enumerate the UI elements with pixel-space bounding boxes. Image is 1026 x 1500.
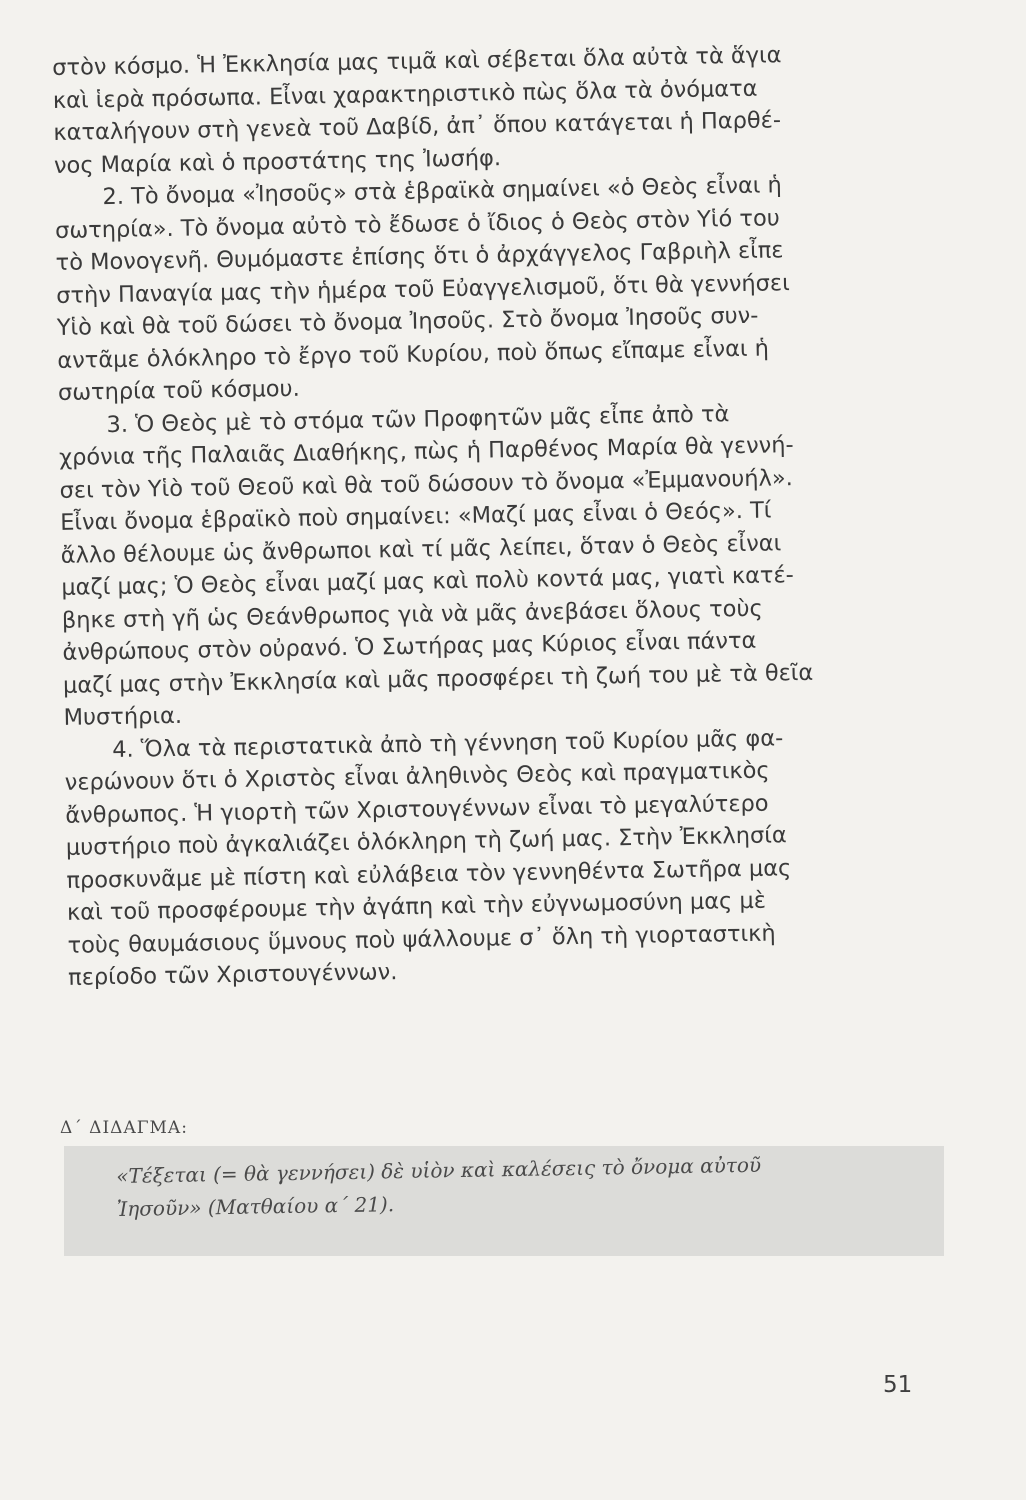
quote-box (64, 1146, 944, 1256)
text-line: αντᾶμε ὁλόκληρο τὸ ἔργο τοῦ Κυρίου, ποὺ ὅπως εἴπαμε εἶναι ἡ (57, 335, 770, 374)
text-line: τὸ Μονογενῆ. Θυμόμαστε ἐπίσης ὅτι ὁ ἀρχάγγελος Γαβριὴλ εἶπε (55, 237, 784, 276)
section-heading: Δ΄ ΔΙΔΑΓΜΑ: (60, 1118, 188, 1138)
text-line: 2. Τὸ ὄνομα «Ἰησοῦς» στὰ ἑβραϊκὰ σημαίνει «ὁ Θεὸς εἶναι ἡ (102, 172, 783, 211)
text-line: περίοδο τῶν Χριστουγέννων. (67, 959, 398, 991)
text-line: Εἶναι ὄνομα ἑβραϊκὸ ποὺ σημαίνει: «Μαζί μας εἶναι ὁ Θεός». Τί (59, 497, 772, 536)
scripture-quote (116, 1146, 917, 1226)
text-line: καὶ τοῦ προσφέρουμε τὴν ἀγάπη καὶ τὴν εὐγνωμοσύνη μας μὲ (66, 887, 767, 926)
text-line: σει τὸν Υἱὸ τοῦ Θεοῦ καὶ θὰ τοῦ δώσουν τὸ ὄνομα «Ἐμμανουήλ». (59, 464, 793, 504)
text-line: μαζί μας; Ὁ Θεὸς εἶναι μαζί μας καὶ πολὺ κοντά μας, γιατὶ κατέ- (61, 562, 794, 601)
text-line: νερώνουν ὅτι ὁ Χριστὸς εἶναι ἀληθινὸς Θεὸς καὶ πραγματικὸς (64, 757, 770, 796)
text-line: καὶ ἱερὰ πρόσωπα. Εἶναι χαρακτηριστικὸ πὼς ὅλα τὰ ὀνόματα (52, 75, 758, 114)
text-line: 4. Ὅλα τὰ περιστατικὰ ἀπὸ τὴ γέννηση τοῦ Κυρίου μᾶς φα- (111, 724, 784, 763)
text-line: 3. Ὁ Θεὸς μὲ τὸ στόμα τῶν Προφητῶν μᾶς εἶπε ἀπὸ τὰ (106, 400, 730, 438)
text-line: ἄλλο θέλουμε ὡς ἄνθρωποι καὶ τί μᾶς λείπει, ὅταν ὁ Θεὸς εἶναι (60, 529, 782, 569)
page-number: 51 (883, 1372, 913, 1398)
text-line: τοὺς θαυμάσιους ὕμνους ποὺ ψάλλουμε σ᾽ ὅλη τὴ γιορταστικὴ (67, 920, 776, 959)
text-line: νος Μαρία καὶ ὁ προστάτης της Ἰωσήφ. (53, 144, 502, 179)
text-line: Υἱὸ καὶ θὰ τοῦ δώσει τὸ ὄνομα Ἰησοῦς. Στὸ ὄνομα Ἰησοῦς συν- (56, 302, 759, 341)
text-line: μαζί μας στὴν Ἐκκλησία καὶ μᾶς προσφέρει τὴ ζωή του μὲ τὰ θεῖα (62, 659, 814, 699)
text-line: μυστήριο ποὺ ἀγκαλιάζει ὁλόκληρη τὴ ζωή μας. Στὴν Ἐκκλησία (65, 822, 787, 861)
quote-line: Ἰησοῦν» (Ματθαίου α΄ 21). (116, 1192, 395, 1221)
text-line: ἄνθρωπος. Ἡ γιορτὴ τῶν Χριστουγέννων εἶναι τὸ μεγαλύτερο (65, 790, 769, 829)
text-line: προσκυνᾶμε μὲ πίστη καὶ εὐλάβεια τὸν γεννηθέντα Σωτῆρα μας (66, 854, 792, 894)
text-line: σωτηρία τοῦ κόσμου. (57, 375, 300, 406)
text-line: στὸν κόσμο. Ἡ Ἐκκλησία μας τιμᾶ καὶ σέβεται ὅλα αὐτὰ τὰ ἅγια (52, 42, 782, 81)
text-line: Μυστήρια. (63, 702, 183, 731)
body-text (52, 37, 918, 994)
quote-line: «Τέξεται (= θὰ γεννήσει) δὲ υἱὸν καὶ καλέσεις τὸ ὄνομα αὐτοῦ (116, 1152, 762, 1188)
text-line: ἀνθρώπους στὸν οὐρανό. Ὁ Σωτήρας μας Κύριος εἶναι πάντα (62, 627, 757, 666)
text-line: στὴν Παναγία μας τὴν ἡμέρα τοῦ Εὐαγγελισμοῦ, ὅτι θὰ γεννήσει (56, 269, 790, 309)
text-line: σωτηρία». Τὸ ὄνομα αὐτὸ τὸ ἔδωσε ὁ ἴδιος ὁ Θεὸς στὸν Υἱό του (54, 204, 780, 244)
text-line: χρόνια τῆς Παλαιᾶς Διαθήκης, πὼς ἡ Παρθένος Μαρία θὰ γεννή- (58, 432, 794, 471)
text-line: βηκε στὴ γῆ ὡς Θεάνθρωπος γιὰ νὰ μᾶς ἀνεβάσει ὅλους τοὺς (61, 595, 763, 634)
text-line: καταλήγουν στὴ γενεὰ τοῦ Δαβίδ, ἀπ᾽ ὅπου κατάγεται ἡ Παρθέ- (53, 107, 782, 146)
